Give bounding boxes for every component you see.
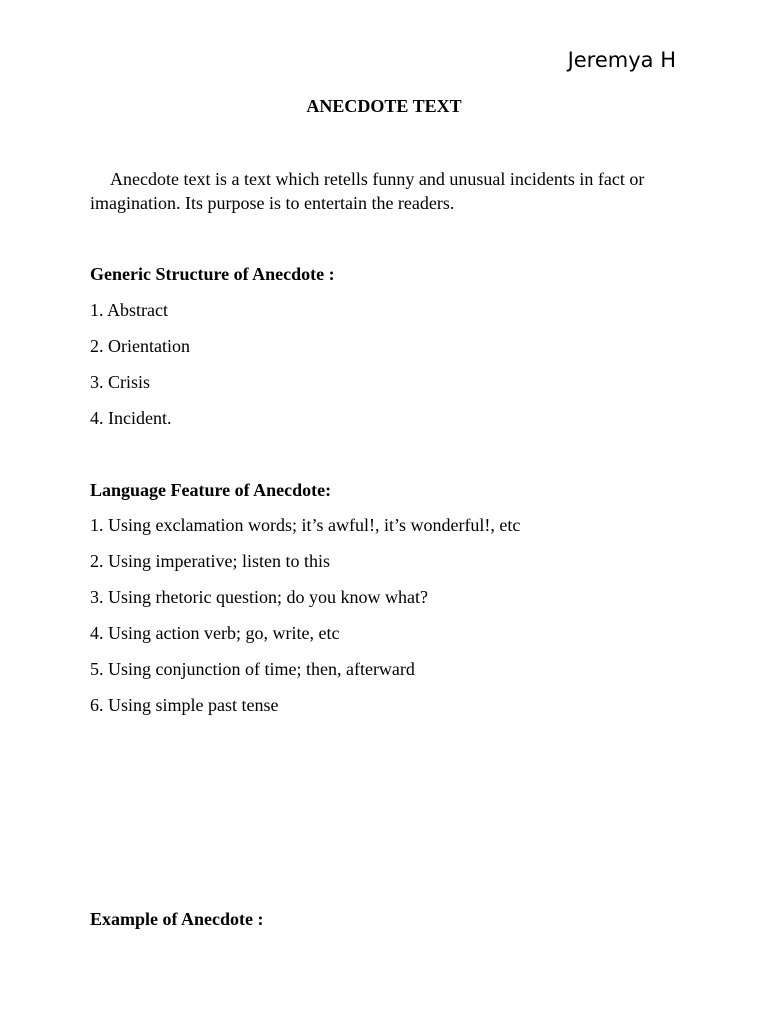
list-item: 4. Using action verb; go, write, etc	[90, 623, 340, 643]
author-name: Jeremya H	[567, 48, 676, 72]
intro-paragraph: Anecdote text is a text which retells funny and unusual incidents in fact or imagination. Its purpose is to entertain the readers.	[90, 169, 645, 213]
structure-list	[90, 299, 190, 443]
list-item: 1. Using exclamation words; it’s awful!, it’s wonderful!, etc	[90, 515, 521, 535]
example-heading: Example of Anecdote :	[90, 909, 264, 929]
language-heading: Language Feature of Anecdote:	[90, 480, 332, 500]
list-item: 3. Crisis	[90, 372, 151, 392]
document-title: ANECDOTE TEXT	[306, 96, 462, 116]
list-item: 5. Using conjunction of time; then, afterward	[90, 659, 415, 679]
list-item: 6. Using simple past tense	[90, 695, 279, 715]
list-item: 3. Using rhetoric question; do you know what?	[90, 587, 428, 607]
list-item: 2. Using imperative; listen to this	[90, 551, 330, 571]
list-item: 2. Orientation	[90, 336, 190, 356]
language-list	[90, 514, 520, 730]
list-item: 1. Abstract	[90, 300, 168, 320]
list-item: 4. Incident.	[90, 408, 172, 428]
structure-heading: Generic Structure of Anecdote :	[90, 264, 335, 284]
